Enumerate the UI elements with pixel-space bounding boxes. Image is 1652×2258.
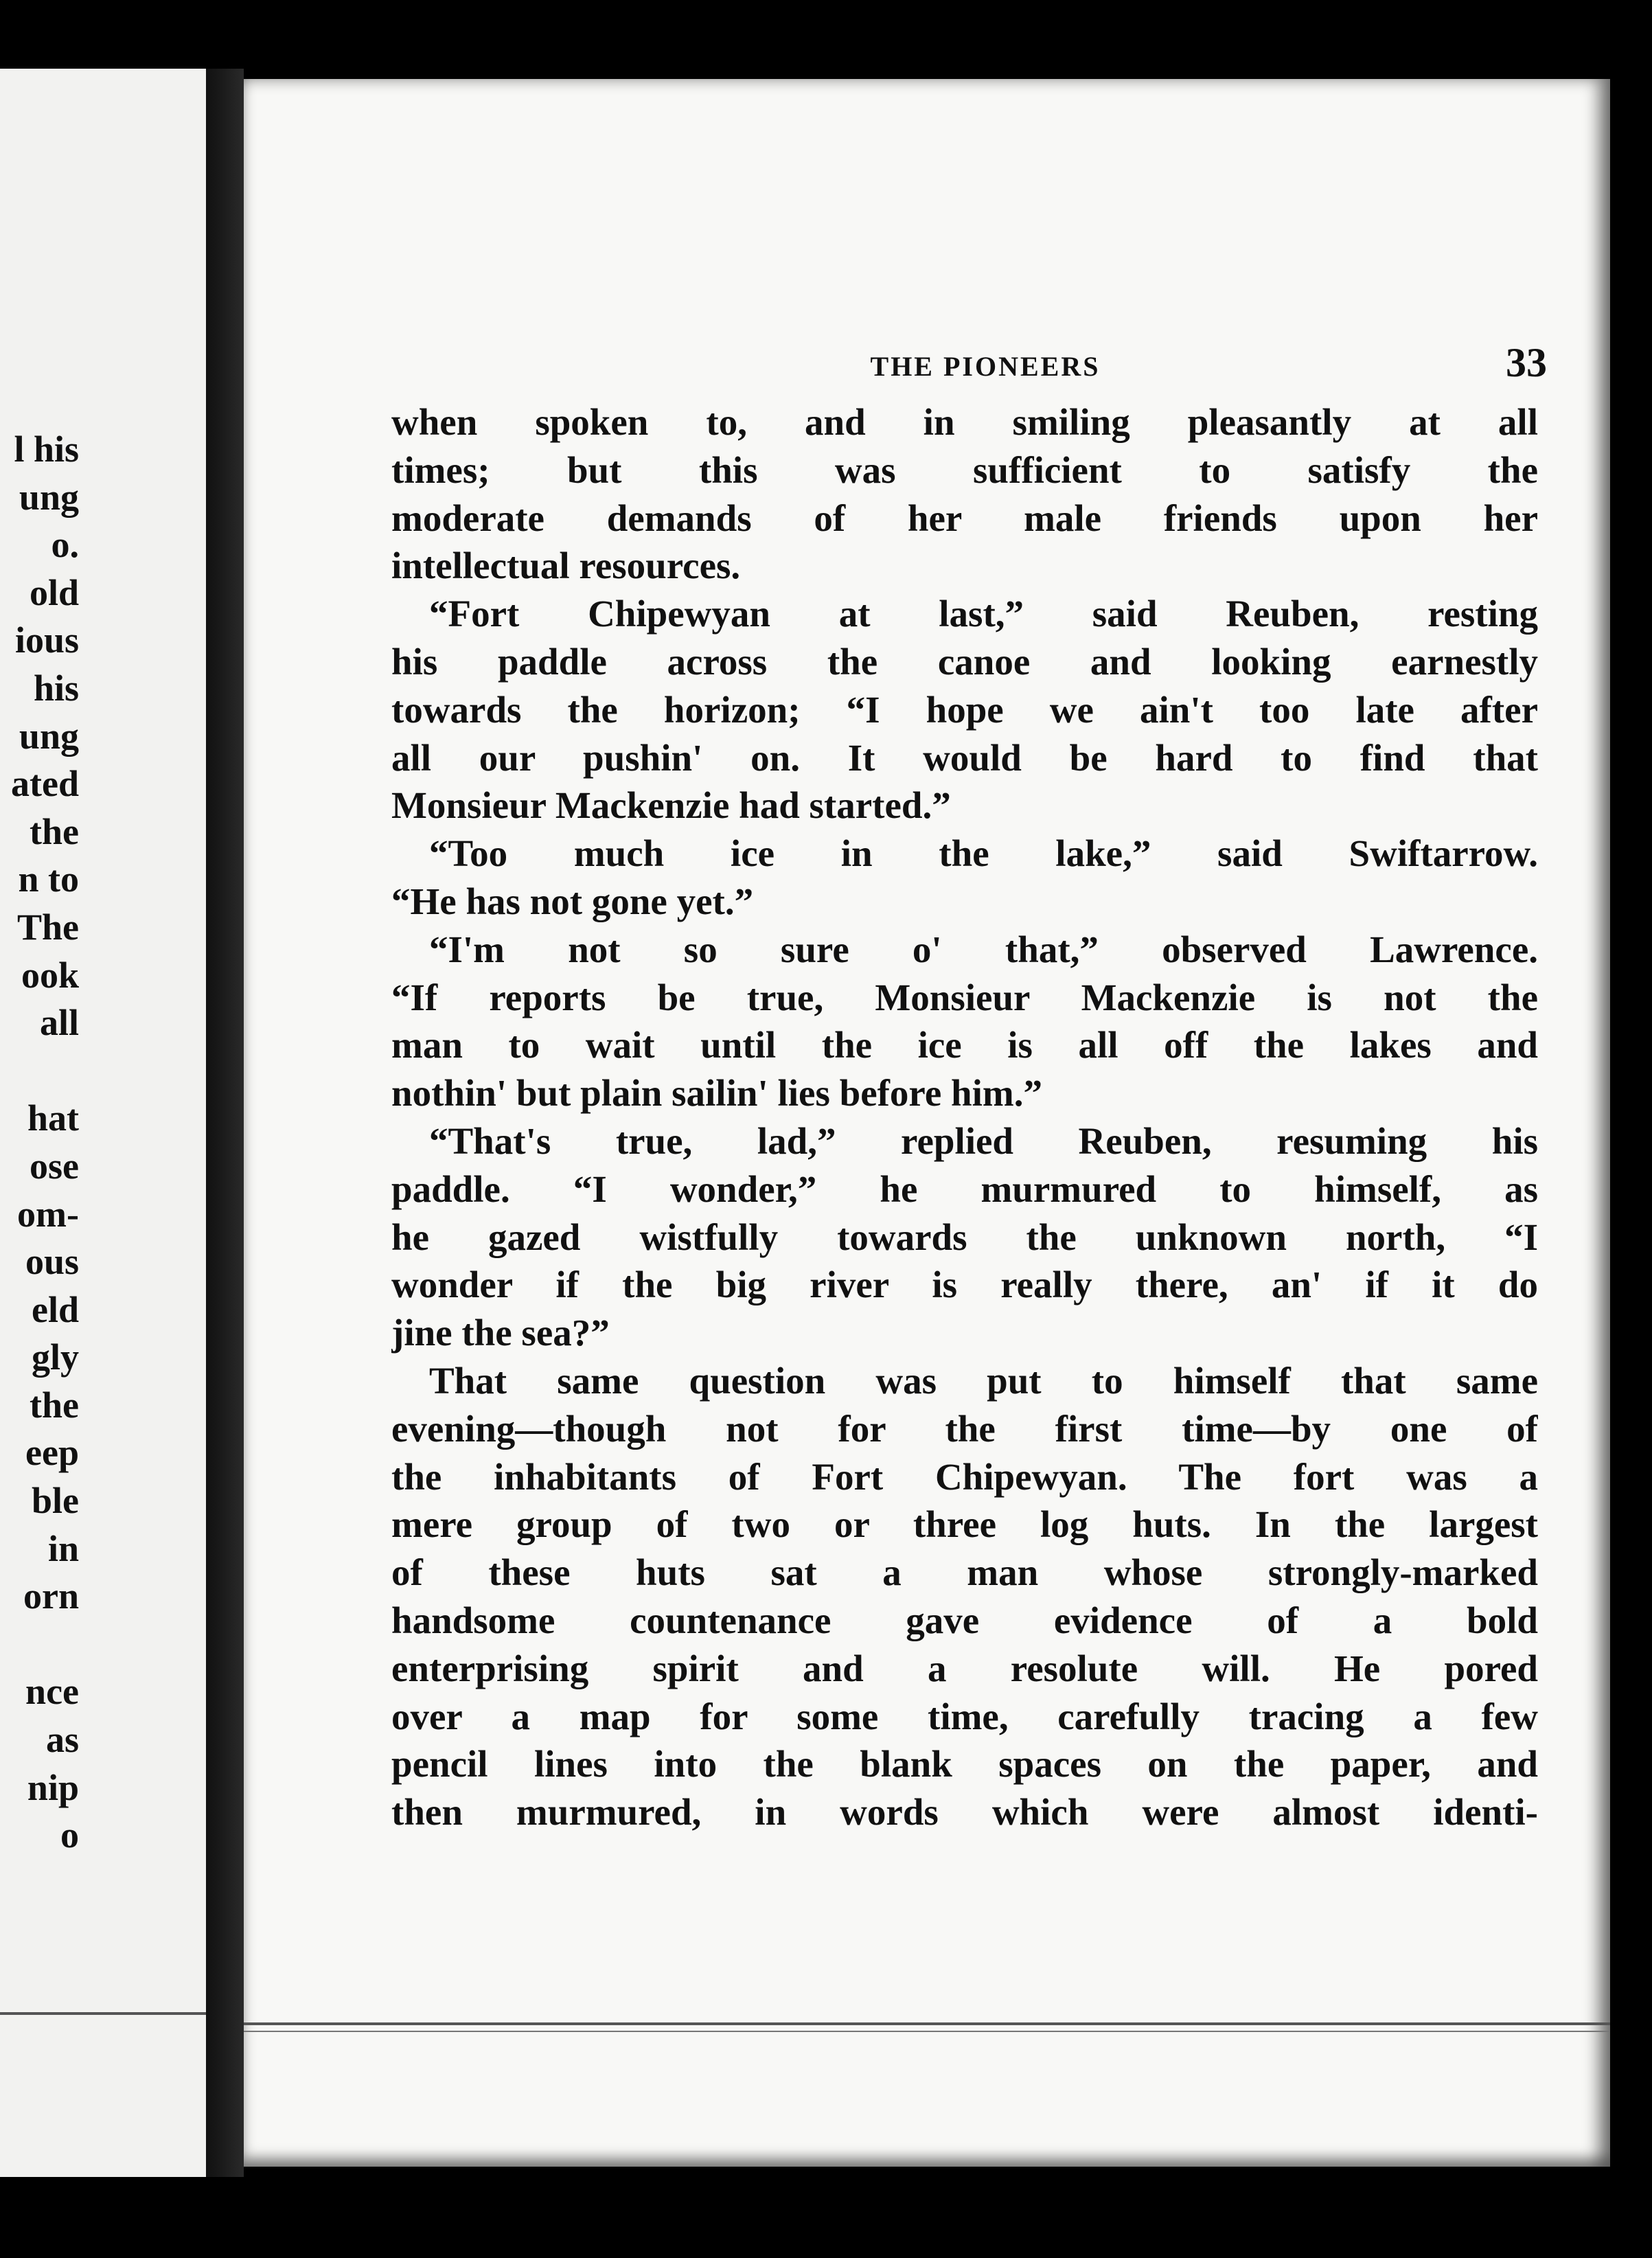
- text-line: mere group of two or three log huts. In the largest: [391, 1503, 1538, 1546]
- left-facing-page: [0, 69, 213, 2177]
- left-fragment-line: l his: [14, 429, 79, 470]
- text-line: intellectual resources.: [391, 545, 741, 587]
- page-bottom-rule: [244, 2022, 1610, 2025]
- text-line: Monsieur Mackenzie had started.”: [391, 784, 951, 827]
- text-line: the inhabitants of Fort Chipewyan. The fort was a: [391, 1455, 1538, 1498]
- text-line: handsome countenance gave evidence of a bold: [391, 1599, 1538, 1641]
- left-fragment-line: [0, 1621, 206, 1669]
- left-fragment-line: the: [30, 1384, 79, 1426]
- text-line: moderate demands of her male friends upon her: [391, 497, 1538, 539]
- page-bottom-rule-secondary: [244, 2031, 1610, 2032]
- left-fragment-line: [0, 1047, 206, 1095]
- left-fragment-line: ung: [19, 476, 79, 518]
- left-fragment-line: eep: [25, 1432, 79, 1474]
- book-gutter: [206, 69, 244, 2177]
- text-line: paddle. “I wonder,” he murmured to himself, as: [391, 1167, 1538, 1210]
- text-line: pencil lines into the blank spaces on the paper, and: [391, 1743, 1538, 1786]
- text-line: then murmured, in words which were almost identi-: [391, 1791, 1538, 1834]
- left-fragment-line: hat: [27, 1097, 79, 1139]
- text-line: over a map for some time, carefully tracing a few: [391, 1695, 1538, 1737]
- page-number: 33: [1506, 340, 1547, 385]
- left-fragment-line: nce: [25, 1671, 79, 1713]
- text-line: wonder if the big river is really there, an' if it do: [391, 1264, 1538, 1306]
- left-fragment-line: as: [45, 1719, 79, 1761]
- left-fragment-line: eld: [31, 1288, 79, 1330]
- left-fragment-line: the: [30, 810, 79, 852]
- text-line: “That's true, lad,” replied Reuben, resuming his: [429, 1119, 1538, 1162]
- text-line: “I'm not so sure o' that,” observed Lawrence.: [429, 928, 1538, 970]
- left-fragment-line: ung: [19, 715, 79, 757]
- text-line: man to wait until the ice is all off the lakes and: [391, 1024, 1538, 1067]
- text-line: he gazed wistfully towards the unknown north, “I: [391, 1216, 1538, 1258]
- text-line: evening—though not for the first time—by one of: [391, 1407, 1538, 1450]
- text-line: of these huts sat a man whose strongly-marked: [391, 1551, 1538, 1594]
- text-line: towards the horizon; “I hope we ain't too late after: [391, 688, 1538, 731]
- left-fragment-line: his: [33, 667, 79, 709]
- left-fragment-line: o.: [51, 524, 79, 566]
- left-page-text-fragments: [0, 426, 206, 1860]
- left-fragment-line: orn: [23, 1575, 79, 1617]
- right-page: [244, 79, 1610, 2167]
- text-line: his paddle across the canoe and looking earnestly: [391, 640, 1538, 683]
- text-line: “He has not gone yet.”: [391, 880, 754, 922]
- text-line: all our pushin' on. It would be hard to find that: [391, 736, 1538, 779]
- running-head: THE PIONEERS: [870, 351, 1101, 382]
- left-fragment-line: old: [29, 571, 79, 613]
- text-line: times; but this was sufficient to satisfy the: [391, 448, 1538, 491]
- left-fragment-line: nip: [27, 1766, 79, 1808]
- left-fragment-line: in: [47, 1527, 79, 1569]
- text-line: “Fort Chipewyan at last,” said Reuben, resting: [429, 593, 1538, 635]
- left-fragment-line: o: [60, 1814, 79, 1856]
- page-header: [415, 337, 1555, 398]
- text-line: enterprising spirit and a resolute will. He pored: [391, 1647, 1538, 1689]
- left-fragment-line: The: [16, 906, 79, 948]
- left-fragment-line: all: [39, 1002, 79, 1044]
- left-fragment-line: ous: [25, 1241, 79, 1283]
- left-page-bottom-rule: [0, 2012, 206, 2015]
- left-fragment-line: ook: [21, 954, 79, 996]
- left-fragment-line: ble: [31, 1480, 79, 1522]
- body-text: [391, 398, 1538, 1836]
- left-fragment-line: ose: [30, 1145, 79, 1187]
- left-fragment-line: gly: [31, 1336, 79, 1378]
- text-line: when spoken to, and in smiling pleasantly at all: [391, 401, 1538, 443]
- left-fragment-line: ated: [11, 763, 79, 805]
- left-fragment-line: om-: [17, 1193, 79, 1235]
- text-line: That same question was put to himself that same: [429, 1359, 1538, 1402]
- left-fragment-line: ious: [14, 619, 79, 661]
- text-line: nothin' but plain sailin' lies before him.”: [391, 1072, 1042, 1115]
- text-line: jine the sea?”: [391, 1312, 610, 1354]
- text-line: “If reports be true, Monsieur Mackenzie is not the: [391, 976, 1538, 1018]
- left-fragment-line: n to: [18, 858, 79, 900]
- text-line: “Too much ice in the lake,” said Swiftarrow.: [429, 832, 1538, 875]
